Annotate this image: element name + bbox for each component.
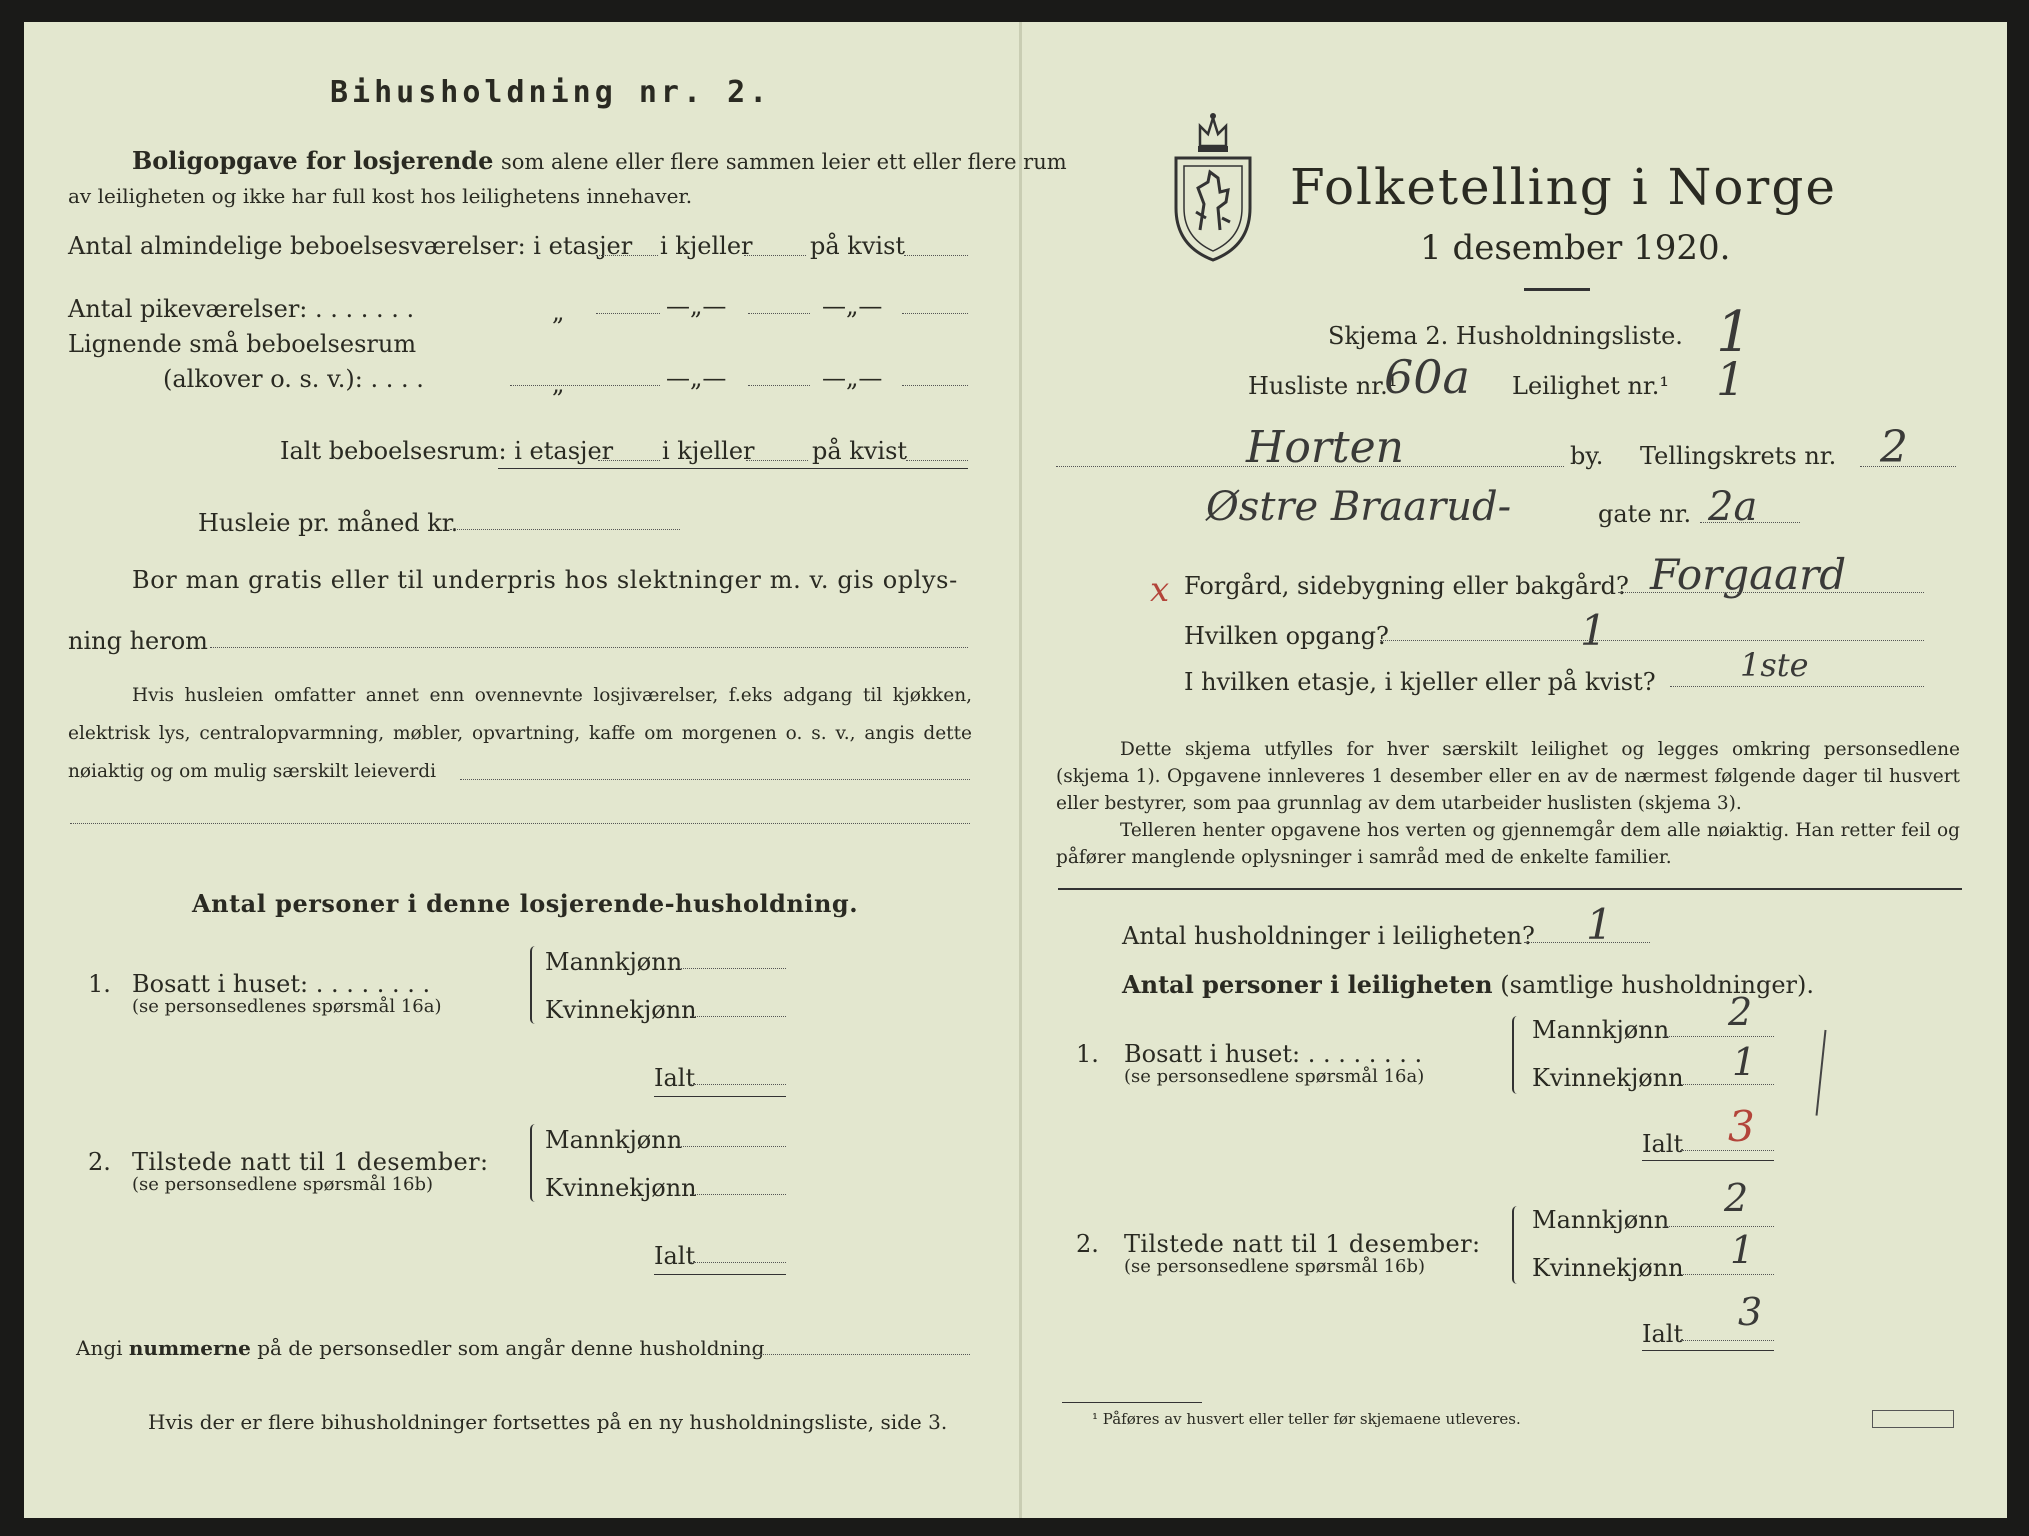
left-q1-label: Bosatt i huset: . . . . . . . . xyxy=(132,970,431,998)
right-q2-brace xyxy=(1512,1206,1522,1284)
krets-line xyxy=(1860,466,1956,467)
lign-ditto-a: „ xyxy=(552,370,565,398)
gratis-line xyxy=(210,647,968,648)
by-line xyxy=(1056,466,1564,467)
instruction-1: Dette skjema utfylles for hver særskilt leilighet og legges omkring personsedlene (skjema 1). Opgavene innleveres 1 desember eller en av de nærmest følgende dager til husvert eller bestyrer, som paa grunnlag av dem utarbeider huslisten (skjema 3). xyxy=(1056,739,1960,814)
lign-label2: (alkover o. s. v.): . . . . xyxy=(163,365,424,393)
krets-value: 2 xyxy=(1880,422,1908,473)
etasje-value: 1ste xyxy=(1740,646,1809,684)
right-q2-label: Tilstede natt til 1 desember: xyxy=(1124,1230,1481,1258)
pike-ditto-b: —„— xyxy=(666,292,727,320)
gratis-line1: Bor man gratis eller til underpris hos slektninger m. v. gis oplys- xyxy=(132,566,958,594)
right-q2-ialt-underline xyxy=(1642,1350,1774,1351)
krets-label: Tellingskrets nr. xyxy=(1640,442,1837,470)
right-q2-mann-label: Mannkjønn xyxy=(1532,1206,1670,1234)
leilighet-label: Leilighet nr.¹ xyxy=(1512,372,1670,400)
left-persons-heading: Antal personer i denne losjerende-husholdning. xyxy=(192,889,859,918)
opgang-line xyxy=(1380,640,1924,641)
hvis-paragraph: Hvis husleien omfatter annet enn ovennevnte losjiværelser, f.eks adgang til kjøkken, elektrisk lys, centralopvarmning, møbler, opvartning, kaffe om morgenen o. s. v., angis dette nøiaktig og om mulig særskilt leieverdi xyxy=(68,685,972,782)
by-label: by. xyxy=(1570,442,1604,470)
pike-label: Antal pikeværelser: . . . . . . . xyxy=(68,295,415,323)
right-q2-ialt-label: Ialt xyxy=(1642,1320,1684,1348)
right-q1-ialt-underline xyxy=(1642,1160,1774,1161)
right-q2-kvinne-value: 1 xyxy=(1730,1228,1755,1272)
left-q1-kvinne-line xyxy=(690,1016,786,1017)
left-q2-kvinne-line xyxy=(690,1194,786,1195)
footnote: ¹ Påføres av husvert eller teller før skjemaene utleveres. xyxy=(1092,1410,1521,1428)
ialt-kvist-label: på kvist xyxy=(812,437,908,465)
page-fold xyxy=(1019,22,1022,1518)
forgaard-mark: x xyxy=(1150,570,1170,610)
footnote-rule xyxy=(1062,1402,1202,1403)
ialt-kjeller-line xyxy=(746,460,808,461)
right-q2-mann-value: 2 xyxy=(1724,1176,1749,1220)
left-q1-kvinne-label: Kvinnekjønn xyxy=(545,996,697,1024)
opgang-label: Hvilken opgang? xyxy=(1184,622,1389,650)
angi-line-rule xyxy=(752,1354,970,1355)
lign-line1 xyxy=(510,385,660,386)
left-q2-sub: (se personsedlene spørsmål 16b) xyxy=(132,1174,434,1195)
left-q2-mann-line xyxy=(676,1146,786,1147)
right-q1-kvinne-label: Kvinnekjønn xyxy=(1532,1064,1684,1092)
right-q1-num: 1. xyxy=(1076,1040,1099,1068)
opgang-value: 1 xyxy=(1580,606,1607,655)
left-q1-ialt-line xyxy=(690,1084,786,1085)
left-q1-sub: (se personsedlenes spørsmål 16a) xyxy=(132,996,442,1017)
gate-nr-value: 2a xyxy=(1708,484,1758,530)
leilighet-value: 1 xyxy=(1716,352,1746,406)
forgaard-label: Forgård, sidebygning eller bakgård? xyxy=(1184,572,1629,600)
right-q1-sub: (se personsedlene spørsmål 16a) xyxy=(1124,1066,1425,1087)
rooms-etasjer-line xyxy=(596,255,658,256)
right-q2-mann-line xyxy=(1664,1226,1774,1227)
left-q1-ialt-underline xyxy=(654,1096,786,1097)
ialt-rooms-label: Ialt beboelsesrum: i etasjer xyxy=(280,437,614,465)
right-q1-mann-value: 2 xyxy=(1728,990,1753,1034)
left-q2-kvinne-label: Kvinnekjønn xyxy=(545,1174,697,1202)
ialt-rooms-underline xyxy=(498,468,968,469)
left-q1-num: 1. xyxy=(88,970,111,998)
ialt-etasjer-line xyxy=(598,460,660,461)
lign-label1: Lignende små beboelsesrum xyxy=(68,330,417,358)
left-q2-brace xyxy=(530,1124,540,1202)
skjema-handwritten-value: 1 xyxy=(1716,300,1752,365)
pike-line3 xyxy=(902,313,968,314)
left-q1-mann-line xyxy=(676,968,786,969)
left-q2-mann-label: Mannkjønn xyxy=(545,1126,683,1154)
ialt-kjeller-label: i kjeller xyxy=(662,437,755,465)
left-q1-ialt-label: Ialt xyxy=(654,1064,696,1092)
rooms-kjeller-label: i kjeller xyxy=(660,232,753,260)
right-q2-ialt-value: 3 xyxy=(1738,1290,1763,1334)
husleie-line xyxy=(450,529,680,530)
hvis-line1 xyxy=(460,779,970,780)
rooms-label: Antal almindelige beboelsesværelser: i etasjer xyxy=(68,232,633,260)
intro-line1: Boligopgave for losjerende som alene eller flere sammen leier ett eller flere rum xyxy=(132,146,1067,175)
instruction-rule xyxy=(1058,888,1962,890)
forgaard-line xyxy=(1618,592,1924,593)
right-q2-kvinne-label: Kvinnekjønn xyxy=(1532,1254,1684,1282)
etasje-line xyxy=(1670,686,1924,687)
census-date: 1 desember 1920. xyxy=(1420,228,1731,268)
ialt-kvist-line xyxy=(906,460,968,461)
antal-hush-value: 1 xyxy=(1586,900,1613,949)
by-value: Horten xyxy=(1246,422,1404,473)
husleie-label: Husleie pr. måned kr. xyxy=(198,509,459,537)
gratis-line2: ning herom xyxy=(68,627,208,655)
right-q1-kvinne-line xyxy=(1678,1084,1774,1085)
lign-line3 xyxy=(902,385,968,386)
left-q2-ialt-underline xyxy=(654,1274,786,1275)
gate-label: gate nr. xyxy=(1598,500,1692,528)
rooms-kvist-label: på kvist xyxy=(810,232,906,260)
angi-line: Angi nummerne på de personsedler som angår denne husholdning xyxy=(76,1336,765,1360)
right-q1-ialt-line xyxy=(1680,1150,1774,1151)
right-q2-ialt-line xyxy=(1680,1340,1774,1341)
hvis-line2 xyxy=(70,823,970,824)
right-q2-num: 2. xyxy=(1076,1230,1099,1258)
lign-ditto-b: —„— xyxy=(666,364,727,392)
left-q2-label: Tilstede natt til 1 desember: xyxy=(132,1148,489,1176)
norwegian-coat-of-arms-icon xyxy=(1170,108,1256,264)
left-q1-brace xyxy=(530,946,540,1024)
left-q2-ialt-label: Ialt xyxy=(654,1242,696,1270)
antal-hush-label: Antal husholdninger i leiligheten? xyxy=(1122,922,1535,950)
pike-line2 xyxy=(748,313,810,314)
right-q2-sub: (se personsedlene spørsmål 16b) xyxy=(1124,1256,1426,1277)
right-q1-brace xyxy=(1512,1016,1522,1094)
title-rule xyxy=(1524,288,1590,291)
left-title: Bihusholdning nr. 2. xyxy=(330,75,772,110)
skjema-label: Skjema 2. Husholdningsliste. xyxy=(1328,322,1683,350)
right-q1-mann-label: Mannkjønn xyxy=(1532,1016,1670,1044)
right-q2-kvinne-line xyxy=(1678,1274,1774,1275)
etasje-label: I hvilken etasje, i kjeller eller på kvist? xyxy=(1184,668,1656,696)
printer-stamp xyxy=(1872,1410,1954,1428)
left-q1-mann-label: Mannkjønn xyxy=(545,948,683,976)
left-footer: Hvis der er flere bihusholdninger fortsettes på en ny husholdningsliste, side 3. xyxy=(148,1410,948,1434)
instruction-2: Telleren henter opgavene hos verten og gjennemgår dem alle nøiaktig. Han retter feil og påfører manglende oplysninger i samråd med de enkelte familier. xyxy=(1056,820,1960,868)
rooms-kjeller-line xyxy=(744,255,806,256)
intro-line2: av leiligheten og ikke har full kost hos leilighetens innehaver. xyxy=(68,184,693,208)
lign-line2 xyxy=(748,385,810,386)
pike-ditto-c: —„— xyxy=(822,292,883,320)
right-q1-ialt-value: 3 xyxy=(1728,1102,1755,1151)
right-persons-heading: Antal personer i leiligheten (samtlige husholdninger). xyxy=(1122,970,1815,999)
antal-hush-line xyxy=(1524,942,1650,943)
husliste-value: 60a xyxy=(1384,350,1470,404)
left-q2-ialt-line xyxy=(690,1262,786,1263)
pike-ditto-a: „ xyxy=(552,298,565,326)
lign-ditto-c: —„— xyxy=(822,364,883,392)
gate-value: Østre Braarud- xyxy=(1206,484,1512,530)
right-q1-ialt-label: Ialt xyxy=(1642,1130,1684,1158)
gate-line xyxy=(1700,522,1800,523)
right-q1-mann-line xyxy=(1664,1036,1774,1037)
right-title: Folketelling i Norge xyxy=(1290,158,1837,216)
husliste-label: Husliste nr.¹ xyxy=(1248,372,1398,400)
right-q1-kvinne-value: 1 xyxy=(1732,1040,1757,1084)
left-q2-num: 2. xyxy=(88,1148,111,1176)
right-q1-label: Bosatt i huset: . . . . . . . . xyxy=(1124,1040,1423,1068)
forgaard-value: Forgaard xyxy=(1650,550,1847,599)
rooms-kvist-line xyxy=(904,255,968,256)
pike-line1 xyxy=(596,313,660,314)
